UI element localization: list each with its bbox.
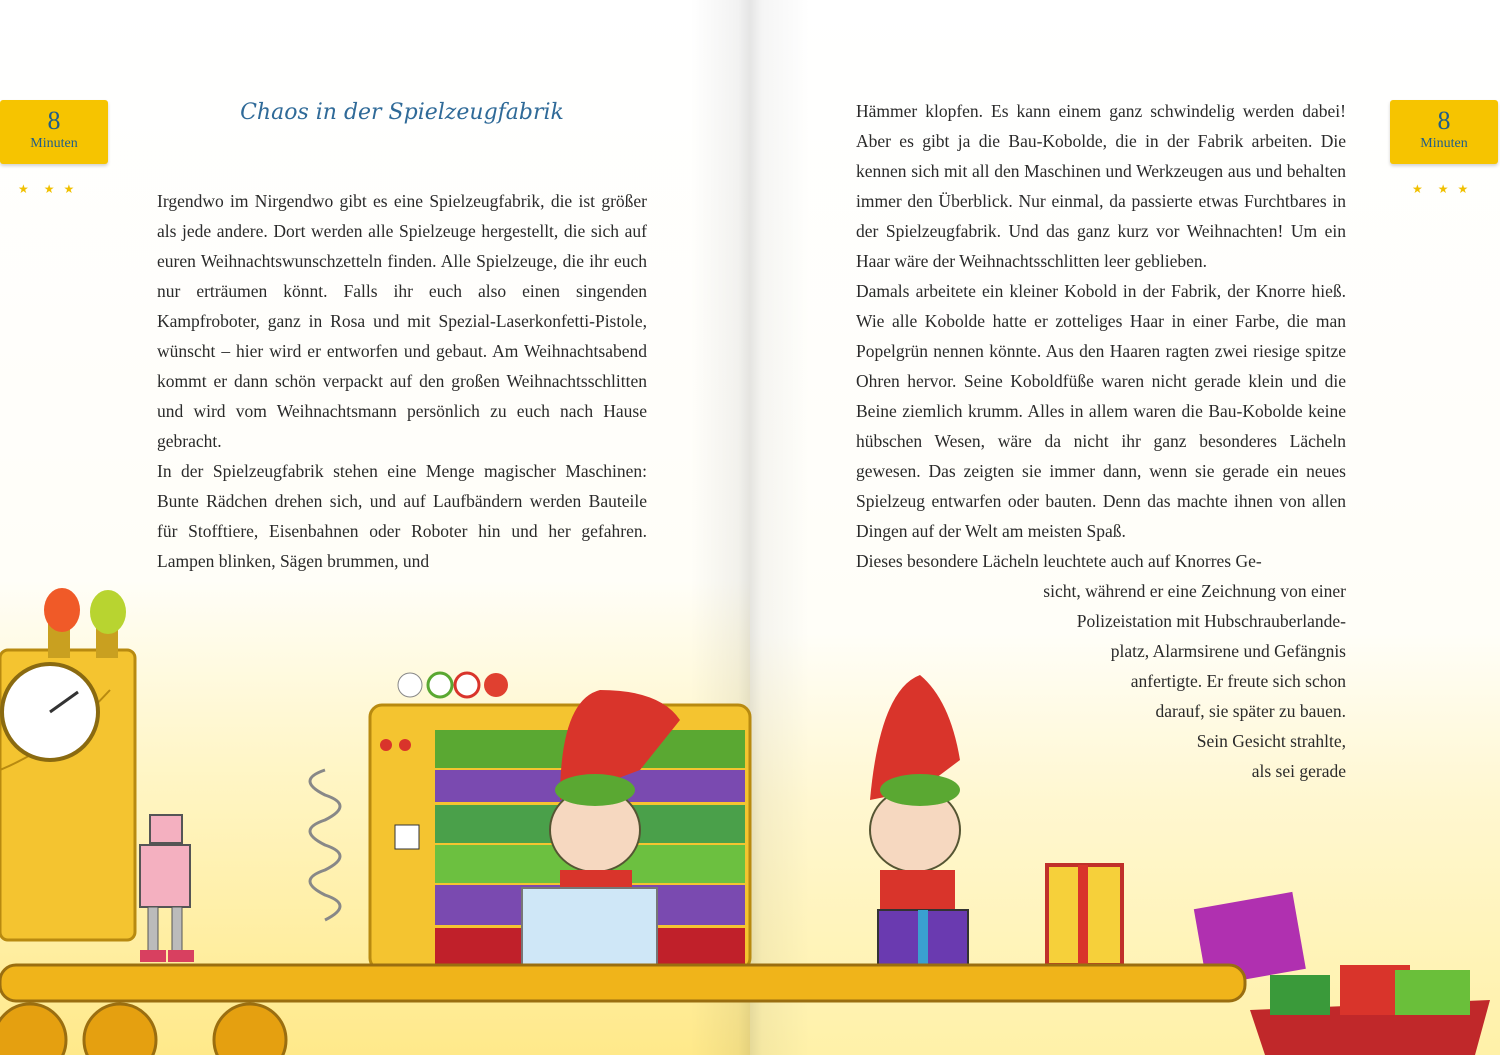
text-line: platz, Alarmsirene und Gefängnis: [1110, 641, 1346, 661]
reading-time-unit: Minuten: [30, 136, 78, 151]
text-line: als sei gerade: [1251, 761, 1346, 781]
left-text-column: [157, 186, 647, 576]
wrapped-text-lines: [856, 576, 1346, 786]
paragraph: Hämmer klopfen. Es kann einem ganz schwindelig werden dabei! Aber es gibt ja die Bau-Kobolde, die in der Fabrik arbeiten. Die kennen sich mit all den Maschinen und Werkzeugen aus und behalten immer den Überblick. Nur einmal, da passierte etwas Furchtbares in der Spielzeugfabrik. Und das ganz kurz vor Weihnachten! Um ein Haar wäre der Weihnachtsschlitten leer geblieben.: [856, 101, 1346, 271]
star-decoration-icon: ★ ★ ★: [1412, 182, 1469, 196]
text-line: darauf, sie später zu bauen.: [1155, 701, 1346, 721]
pink-robot-toy: [140, 815, 194, 962]
star-decoration-icon: ★ ★ ★: [18, 182, 75, 196]
paragraph: In der Spielzeugfabrik stehen eine Menge magischer Maschinen: Bunte Rädchen drehen sich, und auf Laufbändern werden Bauteile für Stofftiere, Eisenbahnen oder Roboter hin und her gefahren. Lampen blinken, Sägen brummen, und: [157, 461, 647, 571]
right-text-column: [856, 96, 1346, 786]
text-line: Sein Gesicht strahlte,: [1196, 731, 1346, 751]
paragraph: Irgendwo im Nirgendwo gibt es eine Spielzeugfabrik, die ist größer als jede andere. Dort werden alle Spielzeuge hergestellt, die sich auf euren Weihnachtswunschzetteln finden. Alle Spielzeuge, die ihr euch nur erträumen könnt. Falls ihr euch also einen singenden Kampfroboter, ganz in Rosa und mit Spezial-Laserkonfetti-Pistole, wünscht – hier wird er entworfen und gebaut. Am Weihnachtsabend kommt er dann schön verpackt auf den großen Weihnachtsschlitten und wird vom Weihnachtsmann persönlich zu euch nach Hause gebracht.: [157, 191, 647, 451]
reading-time-badge: [1390, 100, 1498, 164]
gauge-machine: [0, 588, 135, 940]
spring-coil: [310, 770, 340, 920]
reading-time-unit: Minuten: [1420, 136, 1468, 151]
red-lamp-icon: [44, 588, 80, 632]
story-title: Chaos in der Spielzeugfabrik: [240, 100, 564, 125]
text-line: sicht, während er eine Zeichnung von einer: [1043, 581, 1346, 601]
green-lamp-icon: [90, 590, 126, 634]
snowflake-paper: [522, 888, 657, 968]
text-line: Polizeistation mit Hubschrauberlande-: [1076, 611, 1346, 631]
paragraph: Damals arbeitete ein kleiner Kobold in der Fabrik, der Knorre hieß. Wie alle Kobolde hatte er zotteliges Haar in einer Farbe, die man Popelgrün nennen könnte. Aus den Haaren ragten zwei riesige spitze Ohren hervor. Seine Koboldfüße waren nicht gerade klein und die Beine ziemlich krumm. Alles in allem waren die Bau-Kobolde keine hübschen Wesen, wäre da nicht ihr ganz besonderes Lächeln gewesen. Das zeigten sie immer dann, wenn sie gerade ein neues Spielzeug entwarfen oder bauten. Denn das machte ihnen von allen Dingen auf der Welt am meisten Spaß.: [856, 281, 1346, 541]
text-line: anfertigte. Er freute sich schon: [1130, 671, 1346, 691]
reading-time-number: 8: [47, 106, 61, 135]
reading-time-badge: [0, 100, 108, 164]
paragraph: Dieses besondere Lächeln leuchtete auch auf Knorres Ge-: [856, 551, 1262, 571]
conveyor-belt: [0, 965, 1245, 1055]
reading-time-number: 8: [1437, 106, 1451, 135]
